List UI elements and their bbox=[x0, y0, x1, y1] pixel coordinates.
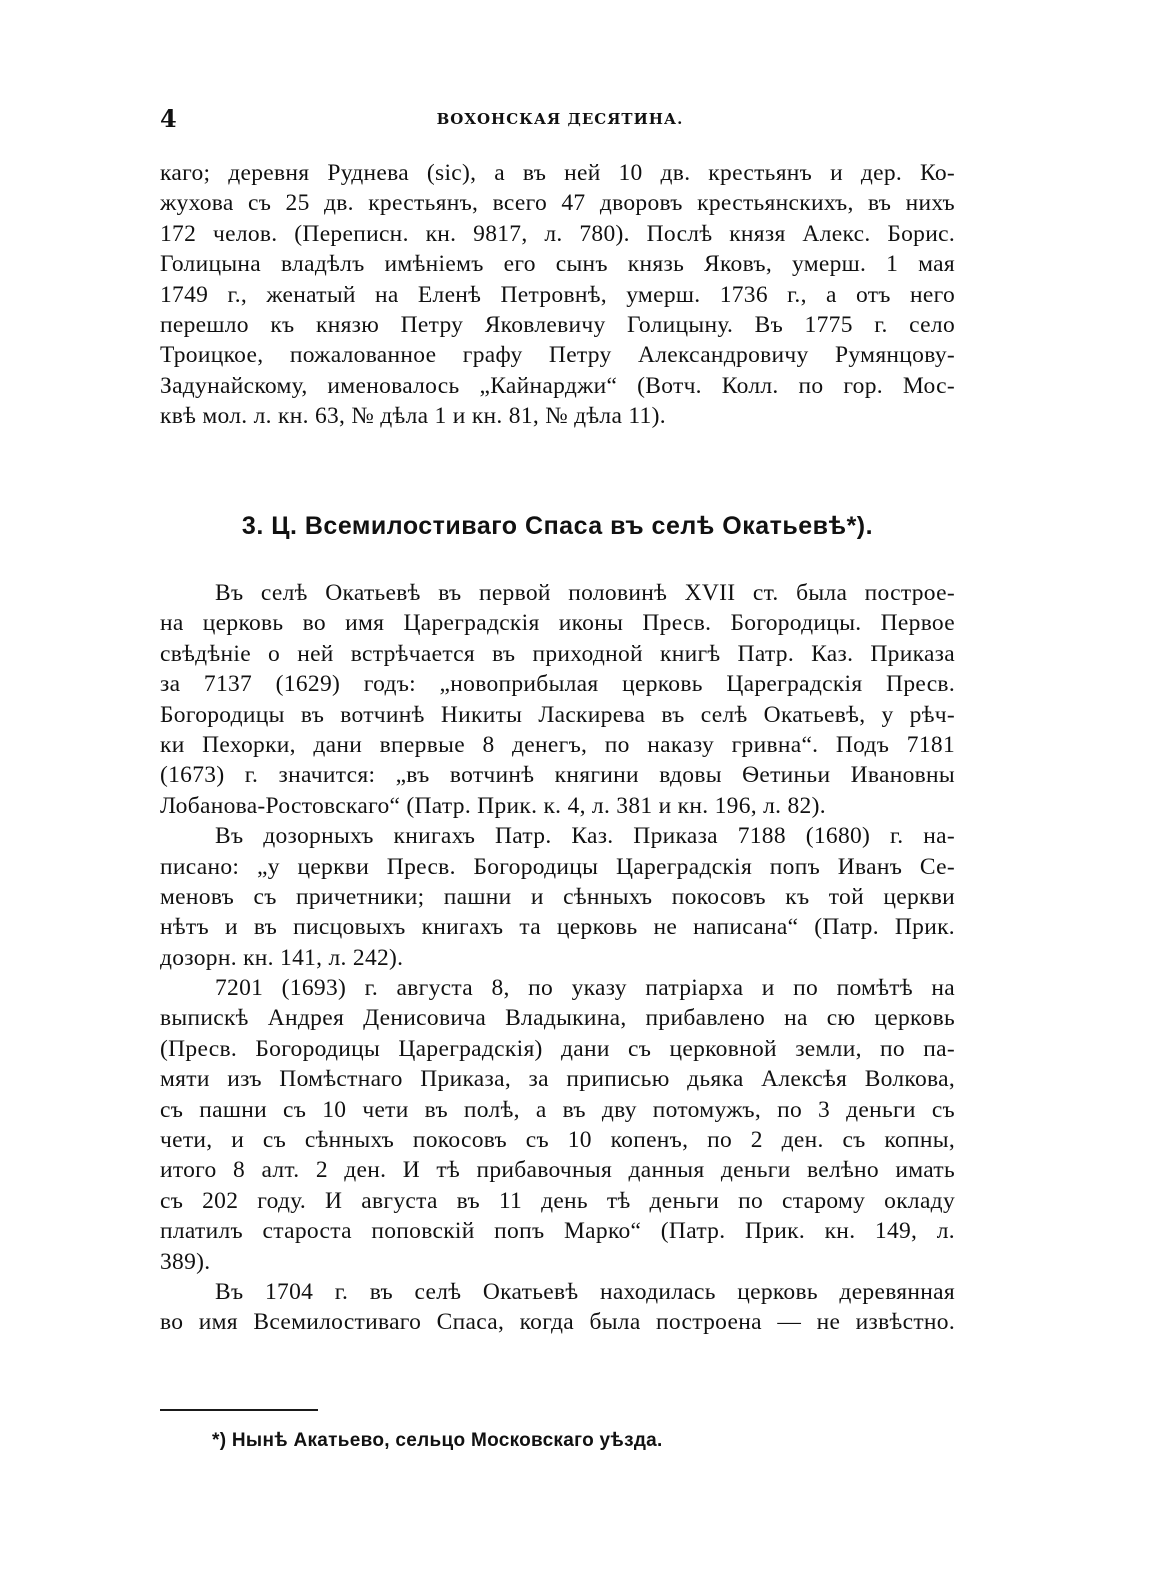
text-line: за 7137 (1629) годъ: „новоприбылая церковь Цареградскія Пресв. bbox=[160, 671, 955, 698]
text-line: во имя Всемилостиваго Спаса, когда была построена — не извѣстно. bbox=[160, 1309, 955, 1336]
text-line: Голицына владѣлъ имѣніемъ его сынъ князь Яковъ, умерш. 1 мая bbox=[160, 251, 955, 278]
text-line: выпискѣ Андрея Денисовича Владыкина, прибавлено на сю церковь bbox=[160, 1005, 955, 1032]
section-body bbox=[160, 578, 955, 1338]
text-line: каго; деревня Руднева (sic), а въ ней 10 дв. крестьянъ и дер. Ко- bbox=[160, 160, 955, 186]
text-line: итого 8 алт. 2 ден. И тѣ прибавочныя данныя деньги велѣно имать bbox=[160, 1157, 955, 1184]
section-heading: 3. Ц. Всемилостиваго Спаса въ селѣ Окатьевѣ*). bbox=[241, 512, 874, 540]
text-line: квѣ мол. л. кн. 63, № дѣла 1 и кн. 81, № дѣла 11). bbox=[160, 403, 666, 430]
running-title: ВОХОНСКАЯ ДЕСЯТИНА. bbox=[436, 110, 684, 128]
text-line: дозорн. кн. 141, л. 242). bbox=[160, 944, 404, 971]
text-line: Троицкое, пожалованное графу Петру Александровичу Румянцову- bbox=[160, 342, 955, 369]
text-line: Лобанова-Ростовскаго“ (Патр. Прик. к. 4, л. 381 и кн. 196, л. 82). bbox=[160, 792, 826, 819]
text-line: чети, и съ сѣнныхъ покосовъ съ 10 копенъ, по 2 ден. съ копны, bbox=[160, 1127, 955, 1154]
text-line: Въ селѣ Окатьевѣ въ первой половинѣ XVII ст. была построе- bbox=[215, 580, 955, 606]
text-line: писано: „у церкви Пресв. Богородицы Цареградскія попъ Иванъ Се- bbox=[160, 853, 955, 880]
text-line: 172 челов. (Переписн. кн. 9817, л. 780). Послѣ князя Алекс. Борис. bbox=[160, 220, 955, 247]
text-line: 1749 г., женатый на Еленѣ Петровнѣ, умерш. 1736 г., а отъ него bbox=[160, 281, 955, 308]
text-line: Богородицы въ вотчинѣ Никиты Ласкирева въ селѣ Окатьевѣ, у рѣч- bbox=[160, 701, 955, 728]
text-line: (Пресв. Богородицы Цареградскія) дани съ церковной земли, по па- bbox=[160, 1035, 955, 1062]
text-line: (1673) г. значится: „въ вотчинѣ княгини вдовы Ѳетиньи Ивановны bbox=[160, 762, 955, 789]
text-line: ки Пехорки, дани впервые 8 денегъ, по наказу гривна“. Подъ 7181 bbox=[160, 731, 955, 758]
text-line: съ пашни съ 10 чети въ полѣ, а въ дву потомужъ, по 3 деньги съ bbox=[160, 1096, 955, 1123]
continued-paragraph bbox=[160, 158, 955, 432]
text-line: мяти изъ Помѣстнаго Приказа, за приписью дьяка Алексѣя Волкова, bbox=[160, 1066, 955, 1093]
text-line: платилъ староста поповскій попъ Марко“ (Патр. Прик. кн. 149, л. bbox=[160, 1218, 955, 1245]
page-number: 4 bbox=[160, 104, 177, 133]
text-line: перешло къ князю Петру Яковлевичу Голицыну. Въ 1775 г. село bbox=[160, 311, 955, 338]
text-line: жухова съ 25 дв. крестьянъ, всего 47 дворовъ крестьянскихъ, въ нихъ bbox=[160, 190, 955, 217]
text-line: нѣтъ и въ писцовыхъ книгахъ та церковь не написана“ (Патр. Прик. bbox=[160, 914, 955, 941]
text-line: Въ 1704 г. въ селѣ Окатьевѣ находилась церковь деревянная bbox=[215, 1278, 955, 1305]
footnote: *) Нынѣ Акатьево, сельцо Московскаго уѣзда. bbox=[212, 1430, 663, 1451]
footnote-divider bbox=[160, 1409, 318, 1411]
text-line: 7201 (1693) г. августа 8, по указу патріарха и по помѣтѣ на bbox=[215, 975, 955, 1002]
text-line: съ 202 году. И августа въ 11 день тѣ деньги по старому окладу bbox=[160, 1187, 955, 1214]
text-line: Задунайскому, именовалось „Кайнарджи“ (Вотч. Колл. по гор. Мос- bbox=[160, 372, 955, 399]
text-line: меновъ съ причетники; пашни и сѣнныхъ покосовъ къ той церкви bbox=[160, 883, 955, 910]
text-line: 389). bbox=[160, 1248, 211, 1275]
text-line: свѣдѣніе о ней встрѣчается въ приходной книгѣ Патр. Каз. Приказа bbox=[160, 640, 955, 667]
running-head bbox=[160, 104, 960, 134]
text-line: на церковь во имя Цареградскія иконы Пресв. Богородицы. Первое bbox=[160, 610, 955, 637]
text-line: Въ дозорныхъ книгахъ Патр. Каз. Приказа 7188 (1680) г. на- bbox=[215, 823, 955, 850]
